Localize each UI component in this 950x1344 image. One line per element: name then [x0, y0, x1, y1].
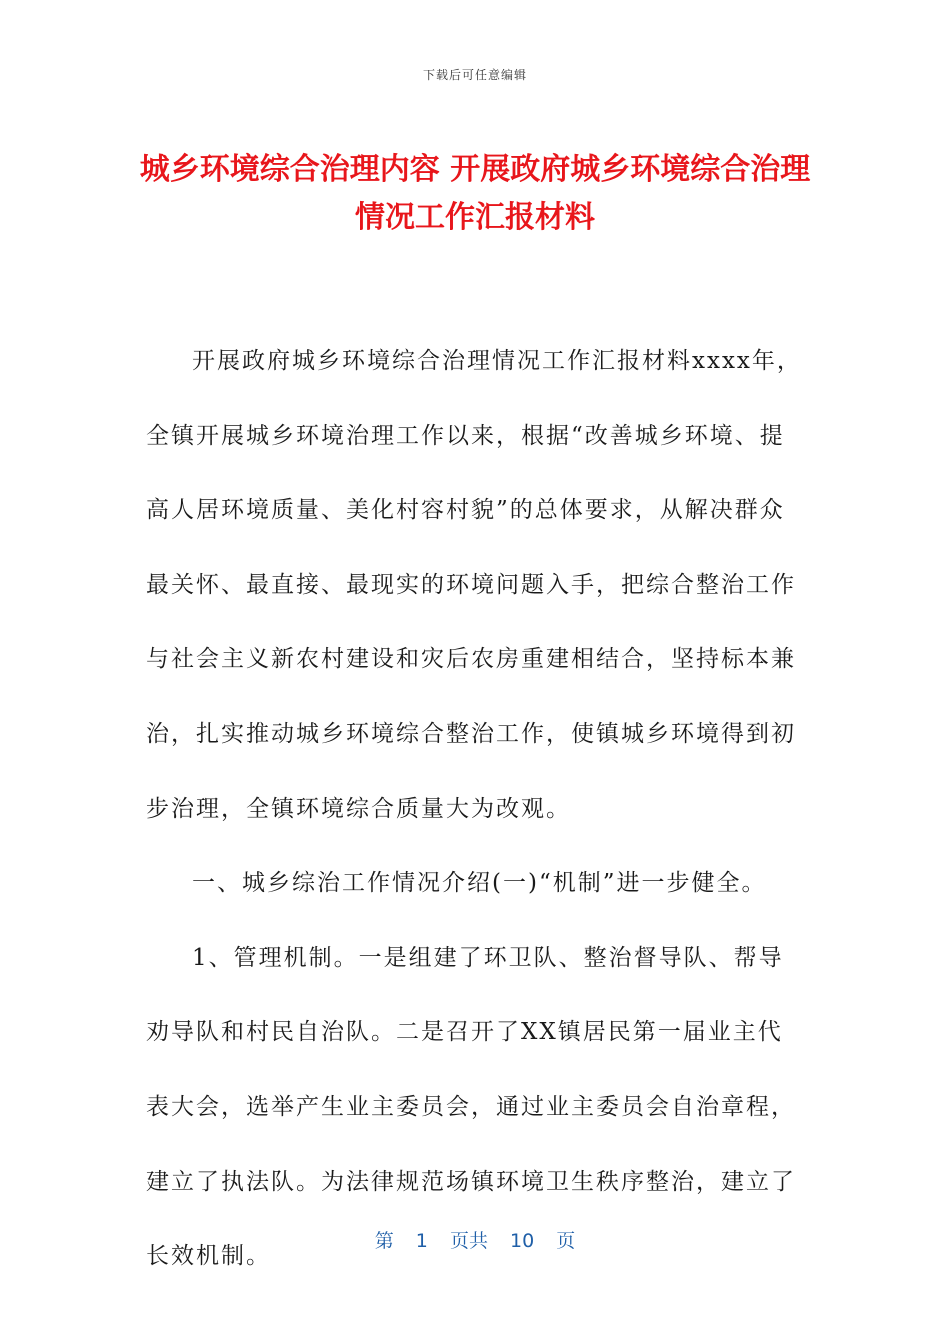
page-footer — [0, 1226, 950, 1253]
page-current: 1 — [415, 1230, 428, 1252]
page-suffix: 页 — [556, 1230, 576, 1252]
page-prefix: 第 — [374, 1230, 394, 1252]
header-note: 下载后可任意编辑 — [422, 68, 527, 82]
document-title: 城乡环境综合治理内容 开展政府城乡环境综合治理情况工作汇报材料 — [139, 152, 811, 235]
page-total: 10 — [510, 1230, 535, 1252]
page-middle: 页共 — [449, 1230, 488, 1252]
paragraph: 1、管理机制。一是组建了环卫队、整治督导队、帮导劝导队和村民自治队。二是召开了XX镇居民第一届业主代表大会，选举产生业主委员会，通过业主委员会自治章程，建立了执法队。为法律规范场镇环境卫生秩序整治，建立了长效机制。 — [146, 944, 796, 1270]
paragraph: 一、城乡综治工作情况介绍(一)“机制”进一步健全。 — [192, 870, 767, 897]
paragraph: 开展政府城乡环境综合治理情况工作汇报材料xxxx年，全镇开展城乡环境治理工作以来，根据“改善城乡环境、提高人居环境质量、美化村容村貌”的总体要求，从解决群众最关怀、最直接、最现实的环境问题入手，把综合整治工作与社会主义新农村建设和灾后农房重建相结合，坚持标本兼治，扎实推动城乡环境综合整治工作，使镇城乡环境得到初步治理，全镇环境综合质量大为改观。 — [146, 348, 802, 822]
document-body — [146, 324, 806, 1294]
